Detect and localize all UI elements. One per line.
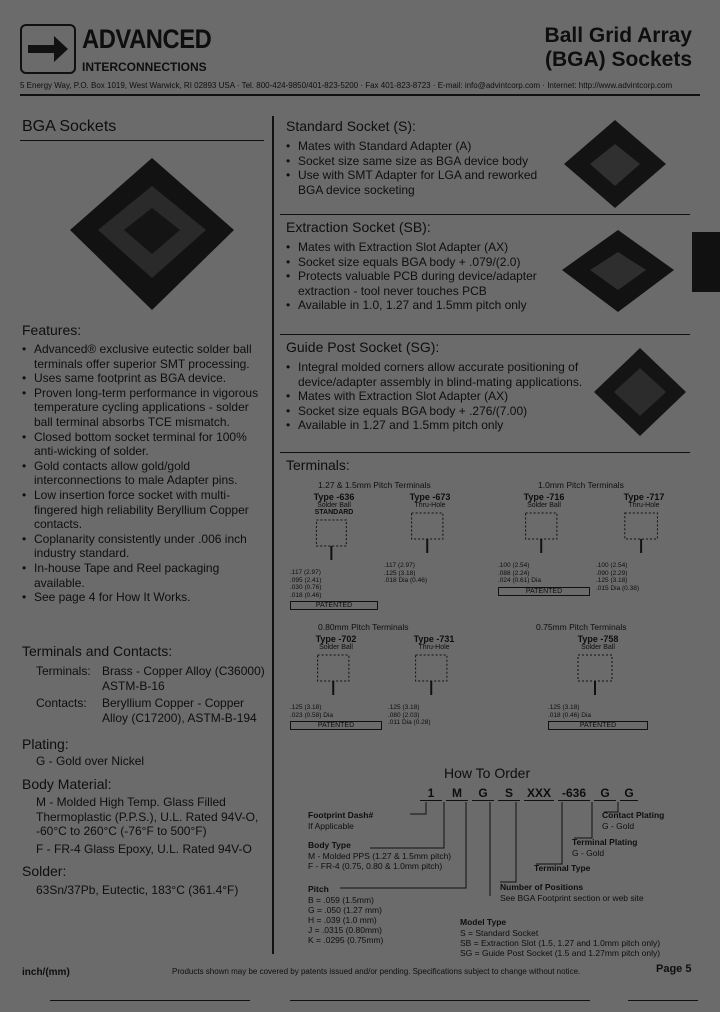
terminal-dimension: .100 (2.54) bbox=[596, 562, 628, 569]
feature-item: • Low insertion force socket with multi-fingered high reliability Beryllium Copper contacts. bbox=[22, 488, 268, 532]
terminal-drawing bbox=[290, 516, 378, 564]
patented-label: PATENTED bbox=[548, 721, 648, 730]
extraction-feature-item: • Available in 1.0, 1.27 and 1.5mm pitch only bbox=[286, 298, 552, 313]
terminal-dimension: .125 (3.18) bbox=[548, 704, 580, 711]
features-list bbox=[22, 342, 268, 605]
terminal-dimension: .125 (3.18) bbox=[388, 704, 420, 711]
pitch-line-4: J = .0315 (0.80mm) bbox=[308, 925, 382, 935]
terminal-type-name: Type -731 bbox=[413, 634, 455, 644]
how-to-order-heading: How To Order bbox=[444, 765, 531, 781]
guide-post-socket-image bbox=[590, 344, 690, 445]
extraction-socket-heading: Extraction Socket (SB): bbox=[286, 219, 431, 235]
standard-rule bbox=[280, 214, 690, 215]
terminal-dimension: .088 (2.24) bbox=[498, 569, 530, 577]
extraction-rule bbox=[280, 334, 690, 335]
terminal-group-title-4: 0.75mm Pitch Terminals bbox=[536, 622, 627, 632]
terminal-type-desc: Thru-Hole bbox=[418, 644, 450, 651]
terminal-type-name: Type -758 bbox=[577, 634, 619, 644]
units-note: inch/(mm) bbox=[22, 967, 70, 978]
terminals-value: Brass - Copper Alloy (C36000) ASTM-B-16 bbox=[102, 664, 265, 693]
extraction-feature-item: • Socket size equals BGA body + .079/(2.0) bbox=[286, 255, 552, 270]
terminal-group-title-2: 1.0mm Pitch Terminals bbox=[538, 480, 624, 490]
order-code-part: M bbox=[446, 786, 468, 801]
section-tab bbox=[692, 232, 720, 292]
terminal-drawing bbox=[548, 651, 648, 699]
bga-socket-image bbox=[62, 150, 242, 325]
solder-value: 63Sn/37Pb, Eutectic, 183°C (361.4°F) bbox=[36, 883, 239, 897]
terminal-standard-label: STANDARD bbox=[314, 509, 354, 516]
order-code-part: XXX bbox=[524, 786, 554, 801]
solder-heading: Solder: bbox=[22, 863, 67, 879]
terminal-dimension: .030 (0.76) bbox=[290, 584, 322, 591]
patented-label: PATENTED bbox=[290, 721, 382, 730]
feature-item: • Uses same footprint as BGA device. bbox=[22, 371, 268, 386]
body-material-heading: Body Material: bbox=[22, 776, 112, 792]
contacts-label: Contacts: bbox=[36, 696, 87, 710]
terminal-dimension: .090 (2.29) bbox=[596, 569, 628, 577]
feature-item: • Gold contacts allow gold/gold interconnections to male Adapter pins. bbox=[22, 459, 268, 488]
guide-feature-item: • Integral molded corners allow accurate positioning of device/adapter assembly in blind-mating applications. bbox=[286, 360, 590, 389]
terminal-dimension: .015 Dia (0.38) bbox=[596, 584, 639, 592]
terminal-type-name: Type -636 bbox=[313, 492, 355, 502]
positions-label: Number of Positions bbox=[500, 882, 584, 892]
order-code-part: G bbox=[472, 786, 494, 801]
feature-item: • Closed bottom socket terminal for 100% anti-wicking of solder. bbox=[22, 430, 268, 459]
footprint-label: Footprint Dash# bbox=[308, 810, 374, 820]
terminal-type-name: Type -673 bbox=[409, 492, 451, 502]
footer-rule-2 bbox=[290, 1000, 590, 1001]
left-heading-rule bbox=[20, 140, 264, 141]
terminal-dimension: .080 (2.03) bbox=[388, 711, 420, 719]
terminal-type-name: Type -716 bbox=[523, 492, 565, 502]
footprint-note: If Applicable bbox=[308, 821, 354, 831]
terminal-figure bbox=[596, 492, 692, 610]
contacts-value: Beryllium Copper - Copper Alloy (C17200), ASTM-B-194 bbox=[102, 696, 257, 725]
page-number: Page 5 bbox=[656, 963, 692, 975]
title-line-1: Ball Grid Array bbox=[544, 24, 692, 47]
terminal-type-desc: Solder Ball bbox=[317, 502, 351, 509]
standard-feature-item: • Use with SMT Adapter for LGA and reworked BGA device socketing bbox=[286, 168, 552, 197]
terminal-drawing bbox=[498, 509, 590, 557]
terminal-drawing bbox=[290, 651, 382, 699]
terminal-dimension: .117 (2.97) bbox=[290, 569, 321, 576]
order-code-part: S bbox=[498, 786, 520, 801]
title-line-2: (BGA) Sockets bbox=[544, 48, 692, 71]
terminal-type-desc: Solder Ball bbox=[527, 502, 561, 509]
terminal-body-outline bbox=[412, 513, 443, 539]
terminal-group-title-1: 1.27 & 1.5mm Pitch Terminals bbox=[318, 480, 431, 490]
terminal-dimension: .023 (0.58) Dia bbox=[290, 711, 333, 719]
feature-item: • Advanced® exclusive eutectic solder ball terminals offer superior SMT processing. bbox=[22, 342, 268, 371]
terminal-dimension: .125 (3.18) bbox=[290, 704, 322, 711]
patented-label: PATENTED bbox=[290, 601, 378, 610]
terminal-type-name: Type -702 bbox=[315, 634, 357, 644]
standard-socket-image bbox=[560, 116, 670, 217]
extraction-feature-item: • Protects valuable PCB during device/adapter extraction - tool never touches PCB bbox=[286, 269, 552, 298]
terminal-dimension: .018 (0.46) bbox=[290, 591, 322, 599]
body-type-label: Body Type bbox=[308, 840, 351, 850]
standard-socket-features bbox=[286, 139, 552, 197]
terminal-group-title-3: 0.80mm Pitch Terminals bbox=[318, 622, 409, 632]
terminal-dimension: .095 (2.41) bbox=[290, 576, 322, 584]
page-title bbox=[545, 24, 692, 72]
terminal-type-desc: Solder Ball bbox=[319, 644, 353, 651]
pitch-line-2: G = .050 (1.27 mm) bbox=[308, 905, 382, 915]
pitch-label: Pitch bbox=[308, 884, 329, 894]
guide-post-socket-features bbox=[286, 360, 590, 433]
model-line-3: SG = Guide Post Socket (1.5 and 1.27mm pitch only) bbox=[460, 948, 661, 958]
order-code-part: G bbox=[620, 786, 638, 801]
pitch-line-1: B = .059 (1.5mm) bbox=[308, 895, 374, 905]
terminal-body-outline bbox=[416, 655, 447, 681]
body-material-m: M - Molded High Temp. Glass Filled Thermoplastic (P.P.S.), U.L. Rated 94V-O, -60°C to 260°C (-76°F to 500°F) bbox=[36, 795, 259, 839]
patented-label: PATENTED bbox=[498, 587, 590, 596]
guide-rule bbox=[280, 452, 690, 453]
terminal-dimension: .125 (3.18) bbox=[384, 569, 416, 577]
brand-subname: INTERCONNECTIONS bbox=[82, 60, 207, 74]
terminal-body-outline bbox=[316, 520, 346, 546]
terminal-type-label: Terminal Type bbox=[534, 863, 591, 873]
model-line-2: SB = Extraction Slot (1.5, 1.27 and 1.0mm pitch only) bbox=[460, 938, 661, 948]
column-divider bbox=[272, 116, 274, 954]
model-type-label: Model Type bbox=[460, 917, 507, 927]
body-material-f: F - FR-4 Glass Epoxy, U.L. Rated 94V-O bbox=[36, 842, 252, 856]
footer-rule-3 bbox=[628, 1000, 698, 1001]
terminal-type-name: Type -717 bbox=[623, 492, 665, 502]
model-line-1: S = Standard Socket bbox=[460, 928, 539, 938]
guide-post-socket-heading: Guide Post Socket (SG): bbox=[286, 339, 440, 355]
terminal-dimension: .018 Dia (0.46) bbox=[384, 577, 427, 584]
contact-plating-value: G - Gold bbox=[602, 821, 635, 831]
terminals-label: Terminals: bbox=[36, 664, 91, 678]
order-code-part: -636 bbox=[558, 786, 590, 801]
footer-rule-1 bbox=[50, 1000, 250, 1001]
terminal-dimension: .117 (2.97) bbox=[384, 562, 415, 569]
standard-feature-item: • Socket size same size as BGA device body bbox=[286, 154, 552, 169]
guide-feature-item: • Socket size equals BGA body + .276/(7.00) bbox=[286, 404, 590, 419]
terminal-figure bbox=[384, 492, 476, 610]
terminal-body-outline bbox=[526, 513, 557, 539]
standard-feature-item: • Mates with Standard Adapter (A) bbox=[286, 139, 552, 154]
plating-value: G - Gold over Nickel bbox=[36, 754, 145, 768]
terminal-figure bbox=[548, 634, 648, 752]
terminals-contacts-heading: Terminals and Contacts: bbox=[22, 643, 173, 659]
order-leader-lines bbox=[300, 796, 630, 896]
terminal-drawing bbox=[384, 509, 476, 557]
extraction-socket-features bbox=[286, 240, 552, 313]
contact-plating-label: Contact Plating bbox=[602, 810, 665, 820]
positions-note: See BGA Footprint section or web site bbox=[500, 893, 644, 903]
terminal-figure bbox=[290, 492, 378, 610]
terminal-dimension: .125 (3.18) bbox=[596, 577, 628, 584]
terminal-dimension: .018 (0.46) Dia bbox=[548, 711, 591, 719]
header-rule bbox=[20, 94, 700, 96]
terminal-drawing bbox=[596, 509, 692, 557]
order-code-part: G bbox=[594, 786, 616, 801]
terminal-figure bbox=[388, 634, 480, 752]
guide-feature-item: • Available in 1.27 and 1.5mm pitch only bbox=[286, 418, 590, 433]
feature-item: • Coplanarity consistently under .006 inch industry standard. bbox=[22, 532, 268, 561]
terminals-heading: Terminals: bbox=[286, 457, 350, 473]
body-type-line-2: F - FR-4 (0.75, 0.80 & 1.0mm pitch) bbox=[308, 861, 443, 871]
terminal-type-desc: Thru-Hole bbox=[414, 502, 446, 509]
extraction-feature-item: • Mates with Extraction Slot Adapter (AX) bbox=[286, 240, 552, 255]
company-address: 5 Energy Way, P.O. Box 1019, West Warwick, RI 02893 USA · Tel. 800-424-9850/401-823-5200 · Fax 401-823-8723 · E-mail: info@advintcorp.com · Internet: http://www.advintcorp.com bbox=[20, 81, 673, 90]
guide-feature-item: • Mates with Extraction Slot Adapter (AX) bbox=[286, 389, 590, 404]
patent-note: Products shown may be covered by patents issued and/or pending. Specifications subject to change without notice. bbox=[172, 967, 581, 976]
plating-heading: Plating: bbox=[22, 736, 69, 752]
terminal-type-desc: Thru-Hole bbox=[628, 502, 660, 509]
terminal-body-outline bbox=[578, 655, 612, 681]
standard-socket-heading: Standard Socket (S): bbox=[286, 118, 416, 134]
feature-item: • Proven long-term performance in vigorous temperature cycling applications - solder ball terminal absorbs TCE mismatch. bbox=[22, 386, 268, 430]
terminal-body-outline bbox=[625, 513, 658, 539]
terminal-plating-value: G - Gold bbox=[572, 848, 605, 858]
order-code-part: 1 bbox=[420, 786, 442, 801]
pitch-line-3: H = .039 (1.0 mm) bbox=[308, 915, 377, 925]
terminal-drawing bbox=[388, 651, 480, 699]
pitch-line-5: K = .0295 (0.75mm) bbox=[308, 935, 384, 945]
terminal-figure bbox=[498, 492, 590, 610]
brand-name: ADVANCED bbox=[82, 24, 212, 54]
feature-item: • See page 4 for How It Works. bbox=[22, 590, 268, 605]
terminal-dimension: .100 (2.54) bbox=[498, 562, 530, 569]
extraction-socket-image bbox=[558, 226, 678, 321]
bga-sockets-heading: BGA Sockets bbox=[22, 118, 117, 135]
terminal-dimension: .011 Dia (0.28) bbox=[388, 719, 431, 726]
body-type-line-1: M - Molded PPS (1.27 & 1.5mm pitch) bbox=[308, 851, 452, 861]
terminal-plating-label: Terminal Plating bbox=[572, 837, 638, 847]
features-heading: Features: bbox=[22, 322, 82, 338]
terminal-dimension: .024 (0.61) Dia bbox=[498, 577, 541, 584]
terminal-figure bbox=[290, 634, 382, 752]
company-logo bbox=[20, 24, 76, 74]
feature-item: • In-house Tape and Reel packaging available. bbox=[22, 561, 268, 590]
terminal-body-outline bbox=[318, 655, 349, 681]
terminal-type-desc: Solder Ball bbox=[581, 644, 615, 651]
